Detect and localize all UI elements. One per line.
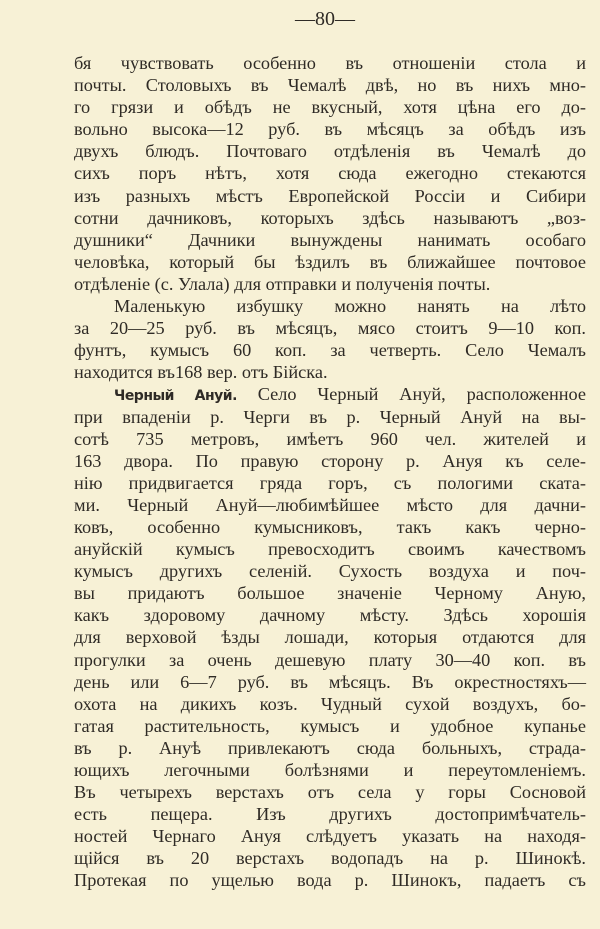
text-line [74,759,586,781]
line-text: прогулки за очень дешевую плату 30—40 коп. въ [74,649,586,670]
text-line [74,339,586,361]
line-text: ностей Чернаго Ануя слѣдуетъ указать на находя- [74,826,586,847]
line-text: душники“ Дачники вынуждены нанимать особаго [74,229,586,250]
line-text: за 20—25 руб. въ мѣсяцъ, мясо стоитъ 9—10 коп. [74,318,586,339]
line-text: для верховой ѣзды лошади, которыя отдаются для [74,627,586,648]
line-text: изъ разныхъ мѣстъ Европейской Россіи и Сибири [74,185,586,206]
page-number: —80— [295,8,355,30]
line-text: Маленькую избушку можно нанять на лѣто [114,296,586,317]
line-text: почты. Столовыхъ въ Чемалѣ двѣ, но въ нихъ мно- [74,75,586,96]
text-line [74,317,586,339]
text-line [74,450,586,472]
text-line [74,582,586,604]
line-text: Село Черный Ануй, расположенное [236,384,587,405]
line-text: бя чувствовать особенно въ отношеніи стола и [74,53,586,73]
text-line [74,472,586,494]
line-text: Въ четырехъ верстахъ отъ села у горы Сосновой [74,782,586,803]
text-line [74,538,586,560]
line-text: 163 двора. По правую сторону р. Ануя къ селе- [74,450,586,471]
line-text: ющихъ легочными болѣзнями и переутомленіемъ. [74,760,586,780]
line-text: отдѣленіе (с. Улала) для отправки и полученія почты. [74,273,491,294]
text-line [74,229,586,251]
text-line [74,428,586,450]
line-text: въ р. Ануѣ привлекаютъ сюда больныхъ, страда- [74,737,586,758]
line-text: го грязи и обѣдъ не вкусный, хотя цѣна его до- [74,97,586,118]
text-line [74,185,586,207]
line-text: охота на дикихъ козъ. Чудный сухой воздухъ, бо- [74,693,586,714]
text-line [74,604,586,626]
line-text: Протекая по ущелью вода р. Шинокъ, падаетъ съ [74,870,586,891]
line-text: сихъ поръ нѣтъ, хотя сюда ежегодно стекаются [74,163,586,184]
text-line [74,560,586,582]
text-line [74,693,586,715]
text-line [74,273,586,295]
section-heading: Черный Ануй. [114,388,237,405]
text-line [74,516,586,538]
line-text: сотѣ 735 метровъ, имѣетъ 960 чел. жителей и [74,428,586,449]
text-line [74,207,586,229]
text-line [74,118,586,140]
line-text: гатая растительность, кумысъ и удобное купанье [74,715,586,736]
text-line [74,383,586,405]
line-text: нію придвигается гряда горъ, съ пологими ската- [74,472,586,493]
text-line [74,96,586,118]
text-line [74,803,586,825]
line-text: щійся въ 20 верстахъ водопадъ на р. Шинокѣ. [74,848,586,869]
text-line [74,626,586,648]
text-line [74,361,586,383]
text-body [74,52,586,892]
text-line [74,74,586,96]
text-line [74,847,586,869]
line-text: ковъ, особенно кумысниковъ, такъ какъ черно- [74,516,586,537]
line-text: сотни дачниковъ, которыхъ здѣсь называютъ „воз- [74,207,586,228]
text-line [74,295,586,317]
text-line [74,494,586,516]
text-line [74,251,586,273]
text-line [74,869,586,891]
line-text: кумысъ другихъ селеній. Сухость воздуха и поч- [74,561,586,582]
line-text: вольно высока—12 руб. въ мѣсяцъ за обѣдъ изъ [74,119,586,140]
line-text: какъ здоровому дачному мѣсту. Здѣсь хорошія [74,605,586,626]
line-text: ми. Черный Ануй—любимѣйшее мѣсто для дачни- [74,494,586,515]
line-text: вы придаютъ большое значеніе Черному Аную, [74,583,586,604]
line-text: находится въ168 вер. отъ Бійска. [74,362,328,383]
line-text: день или 6—7 руб. въ мѣсяцъ. Въ окрестностяхъ— [74,671,586,692]
text-line [74,671,586,693]
line-text: ануйскій кумысъ превосходитъ своимъ качествомъ [74,539,586,560]
text-line [74,715,586,737]
text-line [74,649,586,671]
line-text: двухъ блюдъ. Почтоваго отдѣленія въ Чемалѣ до [74,141,586,162]
text-line [74,162,586,184]
text-line [74,825,586,847]
text-line [74,781,586,803]
line-text: фунтъ, кумысъ 60 коп. за четверть. Село Чемалъ [74,340,586,361]
line-text: при впаденіи р. Черги въ р. Черный Ануй на вы- [74,406,586,427]
text-line [74,52,586,74]
text-line [74,737,586,759]
text-line [74,406,586,428]
line-text: человѣка, который бы ѣздилъ въ ближайшее почтовое [74,251,586,272]
line-text: есть пещера. Изъ другихъ достопримѣчатель- [74,804,586,825]
text-line [74,140,586,162]
